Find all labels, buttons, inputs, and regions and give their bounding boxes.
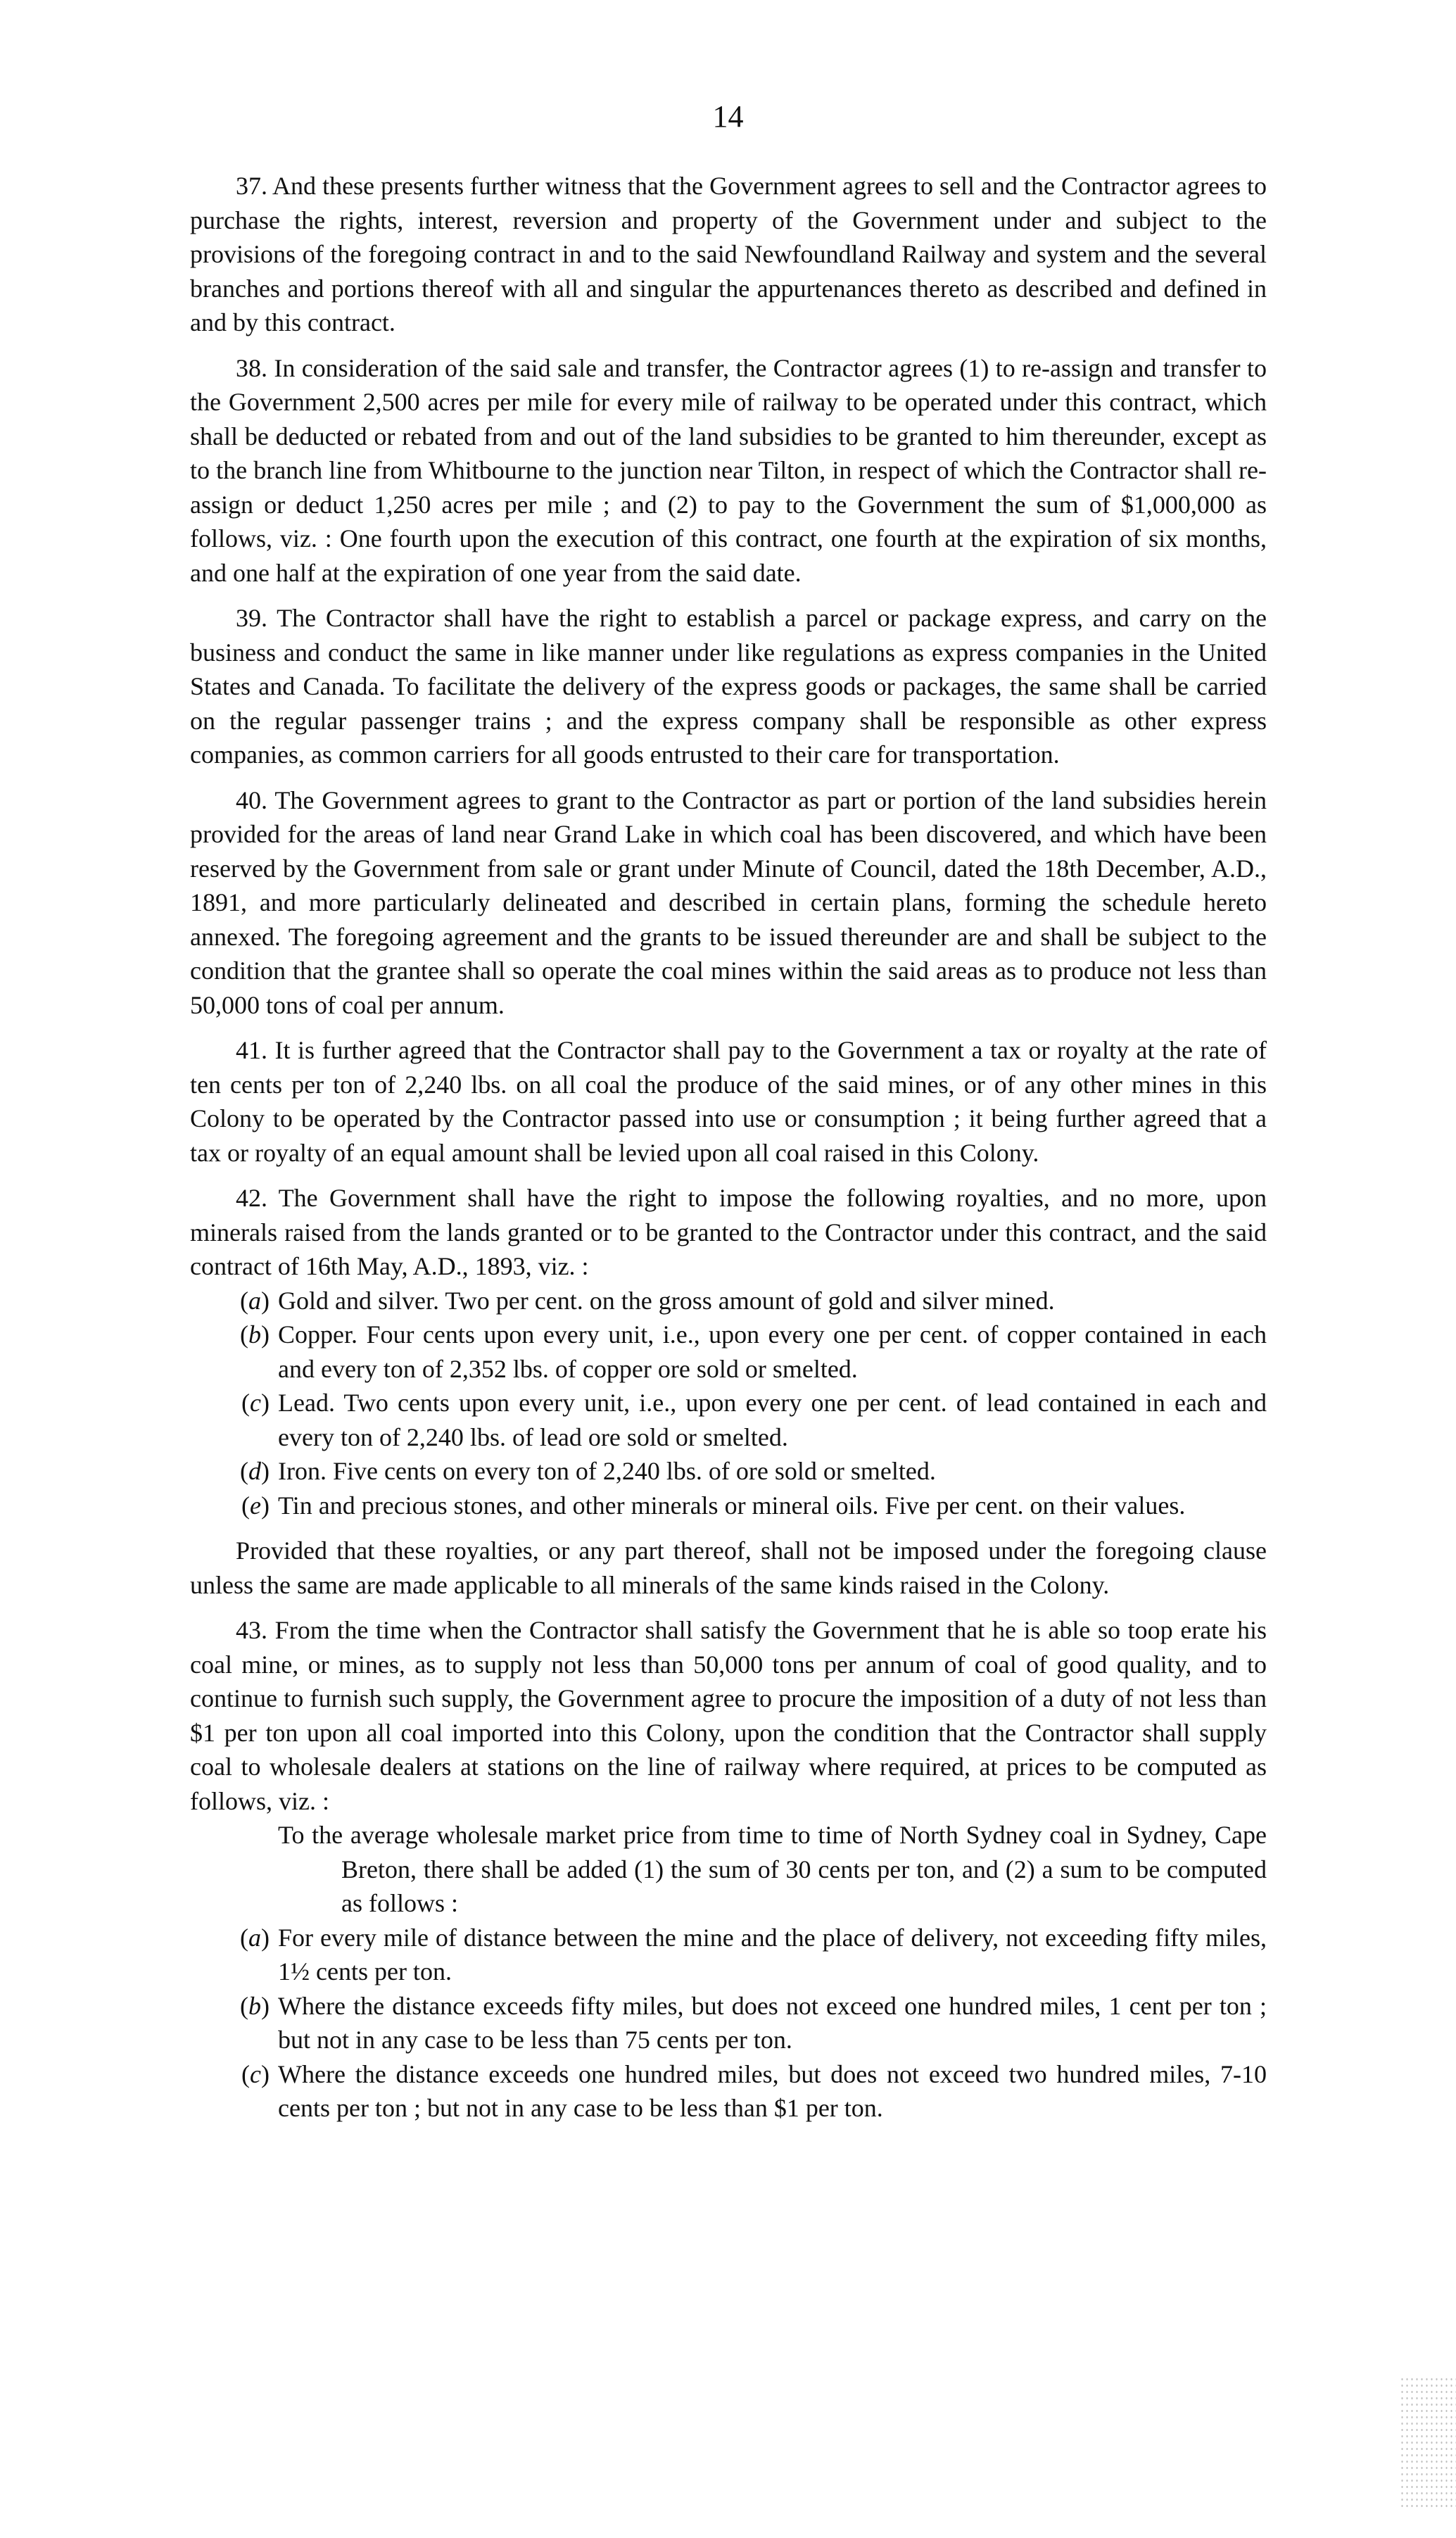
item-label: (c) [241,1389,270,1417]
scan-noise [1400,2376,1456,2510]
section-43-intro [190,1818,1267,1921]
item-text: Where the distance exceeds one hundred miles, but does not exceed two hundred miles, 7-10 cents per ton ; but not in any case to be less than $1 per ton. [278,2059,1267,2122]
list-item [190,2057,1267,2126]
item-label: (a) [240,1923,270,1952]
item-label: (b) [240,1320,270,1349]
item-label: (d) [240,1457,270,1485]
list-item [190,1989,1267,2057]
section-39: 39. The Contractor shall have the right to establish a parcel or package express, and carry on the business and conduct the same in like manner under like regulations as express companies in the United States and Canada. To facilitate the delivery of the express goods or packages, the same shall be carried on the regular passenger trains ; and the express company shall be responsible as other express companies, as common carriers for all goods entrusted to their care for transportation. [190,604,1267,769]
item-text: Lead. Two cents upon every unit, i.e., upon every one per cent. of lead contained in each and every ton of 2,240 lbs. of lead ore sold or smelted. [278,1389,1267,1451]
list-item [190,1454,1267,1489]
item-label: (b) [240,1991,270,2020]
item-text: Where the distance exceeds fifty miles, but does not exceed one hundred miles, 1 cent per ton ; but not in any case to be less than 75 cents per ton. [278,1991,1267,2054]
item-text: Copper. Four cents upon every unit, i.e., upon every one per cent. of copper contained in each and every ton of 2,352 lbs. of copper ore sold or smelted. [278,1320,1267,1383]
section-43-intro-text: To the average wholesale market price from time to time of North Sydney coal in Sydney, Cape Breton, there shall be added (1) the sum of 30 cents per ton, and (2) a sum to be computed as follows : [278,1821,1267,1917]
section-41: 41. It is further agreed that the Contractor shall pay to the Government a tax or royalty at the rate of ten cents per ton of 2,240 lbs. on all coal the produce of the said mines, or of any other mines in this Colony to be operated by the Contractor passed into use or consumption ; it being further agreed that a tax or royalty of an equal amount shall be levied upon all coal raised in this Colony. [190,1036,1267,1167]
page-number: 14 [712,99,744,134]
item-text: Iron. Five cents on every ton of 2,240 lbs. of ore sold or smelted. [278,1457,936,1485]
list-item [190,1284,1267,1318]
list-item [190,1921,1267,1989]
item-label: (e) [241,1491,270,1520]
document-body [190,169,1267,2137]
item-text: Tin and precious stones, and other minerals or mineral oils. Five per cent. on their values. [278,1491,1186,1520]
section-38: 38. In consideration of the said sale and transfer, the Contractor agrees (1) to re-assign and transfer to the Government 2,500 acres per mile for every mile of railway to be operated under this contract, which shall be deducted or rebated from and out of the land subsidies to be granted to him thereunder, except as to the branch line from Whitbourne to the junction near Tilton, in respect of which the Contractor shall re-assign or deduct 1,250 acres per mile ; and (2) to pay to the Government the sum of $1,000,000 as follows, viz. : One fourth upon the execution of this contract, one fourth at the expiration of six months, and one half at the expiration of one year from the said date. [190,353,1267,587]
section-37: 37. And these presents further witness that the Government agrees to sell and the Contractor agrees to purchase the rights, interest, reversion and property of the Government under and subject to the provisions of the foregoing contract in and to the said Newfoundland Railway and system and the several branches and portions thereof with all and singular the appurtenances thereto as described and defined in and by this contract. [190,172,1267,336]
list-item [190,1318,1267,1386]
item-label: (a) [240,1286,270,1315]
section-43: 43. From the time when the Contractor shall satisfy the Government that he is able so toop erate his coal mine, or mines, as to supply not less than 50,000 tons per annum of coal of good quality, and to continue to furnish such supply, the Government agree to procure the imposition of a duty of not less than $1 per ton upon all coal imported into this Colony, upon the condition that the Contractor shall supply coal to wholesale dealers at stations on the line of railway where required, at prices to be computed as follows, viz. : [190,1616,1267,1815]
section-42: 42. The Government shall have the right to impose the following royalties, and no more, upon minerals raised from the lands granted or to be granted to the Contractor under this contract, and the said contract of 16th May, A.D., 1893, viz. : [190,1184,1267,1280]
section-42-proviso: Provided that these royalties, or any part thereof, shall not be imposed under the foregoing clause unless the same are made applicable to all minerals of the same kinds raised in the Colony. [190,1536,1267,1599]
section-40: 40. The Government agrees to grant to the Contractor as part or portion of the land subsidies herein provided for the areas of land near Grand Lake in which coal has been discovered, and which have been reserved by the Government from sale or grant under Minute of Council, dated the 18th December, A.D., 1891, and more particularly delineated and described in certain plans, forming the schedule hereto annexed. The foregoing agreement and the grants to be issued thereunder are and shall be subject to the condition that the grantee shall so operate the coal mines within the said areas as to produce not less than 50,000 tons of coal per annum. [190,785,1267,1019]
list-item [190,1489,1267,1523]
item-label: (c) [241,2059,270,2088]
coal-price-list [190,1921,1267,2126]
item-text: For every mile of distance between the mine and the place of delivery, not exceeding fifty miles, 1½ cents per ton. [278,1923,1267,1985]
royalty-list [190,1284,1267,1523]
list-item [190,1386,1267,1454]
item-text: Gold and silver. Two per cent. on the gross amount of gold and silver mined. [278,1286,1055,1315]
